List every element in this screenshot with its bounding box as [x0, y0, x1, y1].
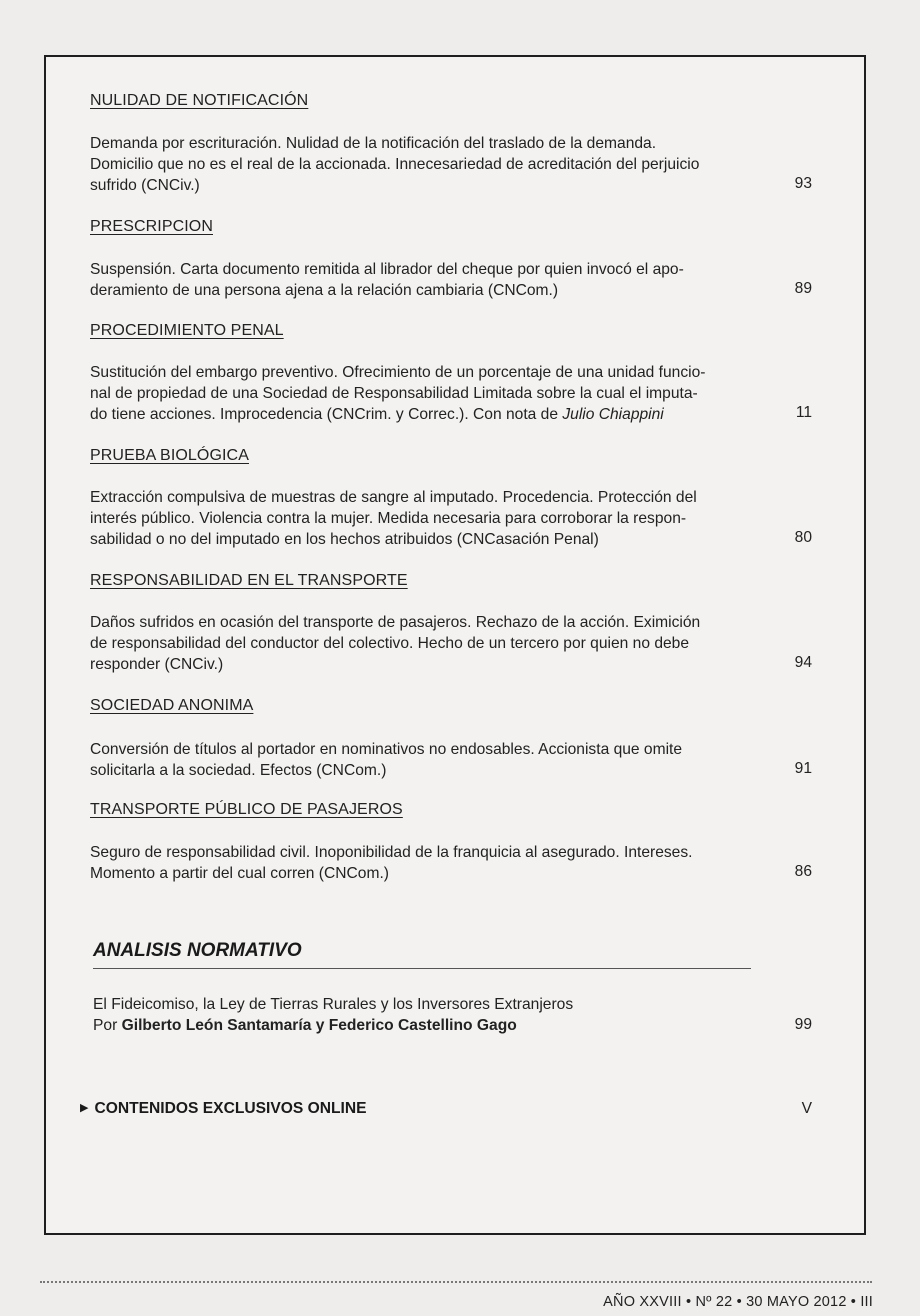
- footer-dotted-rule: [40, 1281, 872, 1283]
- page-number: 89: [794, 280, 812, 297]
- entry-line: sufrido (CNCiv.): [90, 177, 200, 194]
- page-number: 86: [794, 863, 812, 880]
- entry-line: Conversión de títulos al portador en nominativos no endosables. Accionista que omite: [90, 741, 683, 758]
- footer-issue-info: AÑO XXVIII • Nº 22 • 30 MAYO 2012 • III: [603, 1294, 873, 1310]
- play-arrow-icon: ▶: [80, 1102, 89, 1114]
- page-number: 99: [794, 1016, 812, 1033]
- entry-line: Extracción compulsiva de muestras de sangre al imputado. Procedencia. Protección del: [90, 489, 697, 506]
- entry-line: deramiento de una persona ajena a la relación cambiaria (CNCom.): [90, 282, 559, 299]
- page-number: 94: [794, 654, 812, 671]
- note-author: Julio Chiappini: [562, 406, 664, 423]
- page-number: 80: [794, 529, 812, 546]
- section-heading-prescripcion: PRESCRIPCION: [90, 218, 213, 235]
- entry-text-nulidad: [90, 133, 755, 196]
- entry-line: responder (CNCiv.): [90, 656, 224, 673]
- entry-line: nal de propiedad de una Sociedad de Responsabilidad Limitada sobre la cual el imputa-: [90, 385, 698, 402]
- entry-line: Daños sufridos en ocasión del transporte de pasajeros. Rechazo de la acción. Eximición: [90, 614, 701, 631]
- entry-text-prueba-biologica: [90, 487, 755, 550]
- article-authors: Gilberto León Santamaría y Federico Castellino Gago: [121, 1017, 517, 1034]
- section-divider: [93, 968, 751, 969]
- online-contents-label: CONTENIDOS EXCLUSIVOS ONLINE: [94, 1100, 367, 1117]
- entry-line: sabilidad o no del imputado en los hechos atribuidos (CNCasación Penal): [90, 531, 599, 548]
- analisis-normativo-title: ANALISIS NORMATIVO: [93, 940, 302, 961]
- entry-line: Suspensión. Carta documento remitida al librador del cheque por quien invocó el apo-: [90, 261, 684, 278]
- entry-line: solicitarla a la sociedad. Efectos (CNCom.): [90, 762, 387, 779]
- section-heading-prueba-biologica: PRUEBA BIOLÓGICA: [90, 447, 249, 464]
- section-heading-transporte-publico: TRANSPORTE PÚBLICO DE PASAJEROS: [90, 801, 403, 818]
- page-number: V: [801, 1100, 812, 1117]
- entry-line: Momento a partir del cual corren (CNCom.): [90, 865, 389, 882]
- online-contents-link[interactable]: [80, 1100, 367, 1118]
- entry-text-responsabilidad-transporte: [90, 612, 755, 675]
- entry-line: Demanda por escrituración. Nulidad de la notificación del traslado de la demanda.: [90, 135, 657, 152]
- entry-line: [93, 1015, 758, 1036]
- entry-text-transporte-publico: [90, 842, 755, 884]
- entry-line-text: do tiene acciones. Improcedencia (CNCrim. y Correc.). Con nota de: [90, 406, 563, 423]
- page-number: 11: [795, 404, 812, 421]
- page-number: 93: [794, 175, 812, 192]
- entry-text-procedimiento-penal: [90, 362, 755, 425]
- section-heading-nulidad: NULIDAD DE NOTIFICACIÓN: [90, 92, 309, 109]
- entry-line: Sustitución del embargo preventivo. Ofrecimiento de un porcentaje de una unidad funcio-: [90, 364, 706, 381]
- entry-line: Seguro de responsabilidad civil. Inoponibilidad de la franquicia al asegurado. Intereses.: [90, 844, 693, 861]
- page-number: 91: [794, 760, 812, 777]
- section-heading-procedimiento-penal: PROCEDIMIENTO PENAL: [90, 322, 284, 339]
- by-prefix: Por: [93, 1017, 122, 1034]
- entry-line: interés público. Violencia contra la mujer. Medida necesaria para corroborar la respon-: [90, 510, 687, 527]
- entry-text-sociedad-anonima: [90, 739, 755, 781]
- entry-text-prescripcion: [90, 259, 755, 301]
- analisis-entry-text: [93, 994, 758, 1036]
- entry-line: El Fideicomiso, la Ley de Tierras Rurales y los Inversores Extranjeros: [93, 996, 574, 1013]
- entry-line: de responsabilidad del conductor del colectivo. Hecho de un tercero por quien no debe: [90, 635, 690, 652]
- entry-line: Domicilio que no es el real de la accionada. Innecesariedad de acreditación del perjuicio: [90, 156, 700, 173]
- section-heading-responsabilidad-transporte: RESPONSABILIDAD EN EL TRANSPORTE: [90, 572, 408, 589]
- entry-line: [90, 404, 755, 425]
- section-heading-sociedad-anonima: SOCIEDAD ANONIMA: [90, 697, 254, 714]
